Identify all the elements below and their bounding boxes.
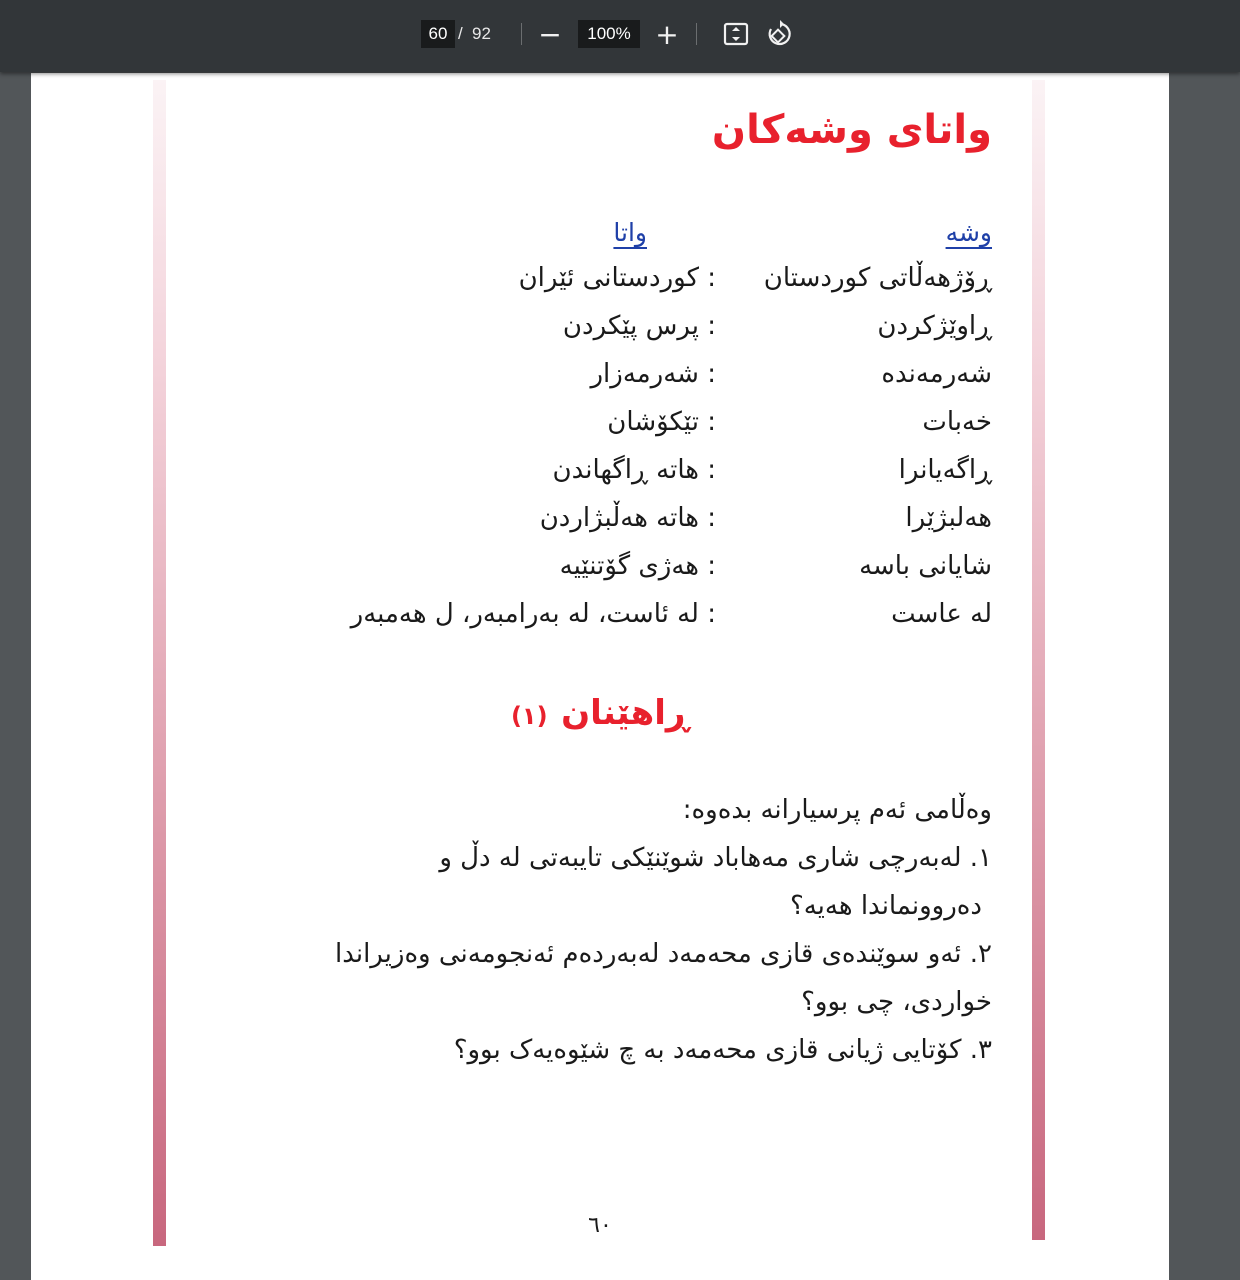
vocab-meaning: : پرس پێکردن — [562, 311, 716, 341]
vocab-word: لە عاست — [891, 599, 992, 629]
question-line: ٢. ئەو سوێندەی قازی محەمەد لەبەردەم ئەنجومەنی وەزیراندا — [334, 939, 992, 969]
fit-page-icon — [722, 20, 750, 48]
column-header-meaning: واتا — [613, 218, 647, 247]
vocabulary-row — [31, 599, 1169, 639]
pdf-toolbar — [0, 0, 1240, 72]
vocab-meaning: : لە ئاست، لە بەرامبەر، ل هەمبەر — [350, 599, 716, 629]
plus-icon: + — [655, 17, 679, 51]
vocabulary-row — [31, 503, 1169, 543]
vocabulary-row — [31, 407, 1169, 447]
vocab-word: ڕۆژهەڵاتی کوردستان — [763, 263, 992, 293]
vocab-meaning: : هاتە ڕاگهاندن — [552, 455, 716, 485]
vocab-meaning: : هەژی گۆتنێیە — [559, 551, 716, 581]
page-title: واتای وشەکان — [711, 107, 992, 153]
toolbar-divider — [521, 23, 522, 45]
vocab-word: ڕاگەیانرا — [898, 455, 992, 485]
vocabulary-row — [31, 551, 1169, 591]
pdf-page — [31, 73, 1169, 1280]
page-footer-number: ٦٠ — [588, 1213, 612, 1238]
column-header-word: وشە — [945, 218, 992, 247]
toolbar-divider — [696, 23, 697, 45]
zoom-level-input[interactable]: 100% — [578, 20, 640, 48]
minus-icon: − — [538, 17, 562, 51]
vocab-word: هەلبژێرا — [905, 503, 992, 533]
question-line: دەروونماندا هەیە؟ — [789, 891, 982, 921]
fit-to-page-button[interactable] — [719, 17, 753, 51]
rotate-icon — [765, 19, 795, 49]
decorative-border-left — [153, 80, 166, 1246]
vocab-meaning: : کوردستانی ئێران — [518, 263, 716, 293]
page-separator: / — [458, 24, 463, 43]
vocab-meaning: : شەرمەزار — [590, 359, 716, 389]
zoom-in-button[interactable] — [651, 18, 683, 50]
vocab-word: شایانی باسە — [859, 551, 992, 581]
question-line: خواردی، چی بوو؟ — [801, 987, 992, 1017]
vocab-word: ڕاوێژکردن — [877, 311, 992, 341]
question-line: ٣. کۆتایی ژیانی قازی محەمەد بە چ شێوەیەک بوو؟ — [453, 1035, 992, 1065]
vocabulary-row — [31, 311, 1169, 351]
vocab-word: خەبات — [922, 407, 992, 437]
vocab-word: شەرمەندە — [881, 359, 992, 389]
vocab-meaning: : تێکۆشان — [607, 407, 716, 437]
vocab-meaning: : هاتە هەڵبژاردن — [539, 503, 716, 533]
exercise-title: ڕاهێنان — [561, 693, 690, 733]
vocabulary-row — [31, 263, 1169, 303]
vocabulary-row — [31, 455, 1169, 495]
total-pages: 92 — [472, 24, 491, 43]
zoom-out-button[interactable] — [534, 18, 566, 50]
question-line: ١. لەبەرچی شاری مەهاباد شوێنێکی تایبەتی لە دڵ و — [439, 843, 992, 873]
vocabulary-row — [31, 359, 1169, 399]
exercise-number: (١) — [510, 702, 548, 730]
decorative-border-right — [1032, 80, 1045, 1240]
exercise-heading — [31, 693, 1169, 733]
page-number-input[interactable]: 60 — [421, 20, 455, 48]
instruction-text: وەڵامی ئەم پرسیارانە بدەوە: — [682, 795, 992, 825]
rotate-button[interactable] — [763, 17, 797, 51]
